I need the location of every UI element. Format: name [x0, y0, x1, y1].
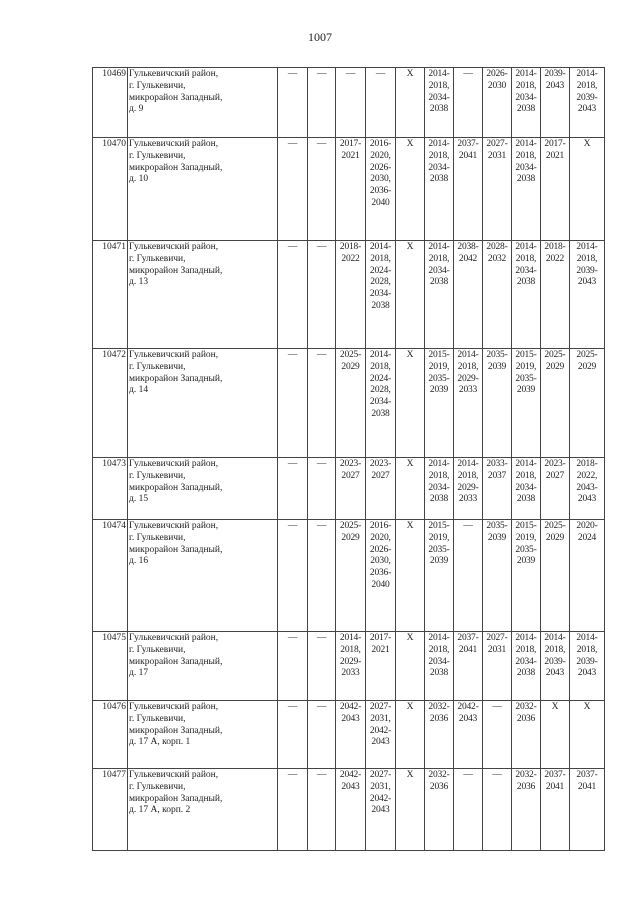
period-cell: 2025- 2029: [541, 349, 570, 458]
period-cell: —: [454, 68, 483, 138]
period-cell: X: [396, 458, 425, 520]
period-cell: —: [308, 769, 336, 851]
period-cell: X: [570, 138, 605, 241]
period-cell: 2032- 2036: [512, 701, 541, 769]
period-cell: 2014- 2018, 2024- 2028, 2034- 2038: [366, 241, 396, 349]
address-cell: Гулькевичский район, г. Гулькевичи, микрорайон Западный, д. 13: [128, 241, 278, 349]
period-cell: 2014- 2018, 2034- 2038: [512, 138, 541, 241]
period-cell: —: [308, 701, 336, 769]
period-cell: —: [278, 769, 308, 851]
period-cell: 2042- 2043: [336, 701, 366, 769]
period-cell: X: [396, 241, 425, 349]
period-cell: X: [396, 520, 425, 632]
period-cell: —: [278, 349, 308, 458]
period-cell: 2025- 2029: [336, 520, 366, 632]
period-cell: 2035- 2039: [483, 520, 512, 632]
record-id: 10475: [93, 632, 128, 701]
period-cell: 2042- 2043: [336, 769, 366, 851]
table-row: [93, 68, 605, 138]
table-row: [93, 138, 605, 241]
address-cell: Гулькевичский район, г. Гулькевичи, микрорайон Западный, д. 17: [128, 632, 278, 701]
address-cell: Гулькевичский район, г. Гулькевичи, микрорайон Западный, д. 9: [128, 68, 278, 138]
period-cell: 2020- 2024: [570, 520, 605, 632]
period-cell: 2014- 2018, 2034- 2038: [425, 458, 454, 520]
period-cell: X: [396, 68, 425, 138]
period-cell: 2014- 2018, 2034- 2038: [425, 632, 454, 701]
period-cell: —: [278, 241, 308, 349]
period-cell: —: [308, 632, 336, 701]
address-cell: Гулькевичский район, г. Гулькевичи, микрорайон Западный, д. 10: [128, 138, 278, 241]
period-cell: 2039- 2043: [541, 68, 570, 138]
period-cell: —: [454, 520, 483, 632]
period-cell: —: [454, 769, 483, 851]
record-id: 10471: [93, 241, 128, 349]
period-cell: 2032- 2036: [512, 769, 541, 851]
period-cell: 2035- 2039: [483, 349, 512, 458]
period-cell: 2017- 2021: [336, 138, 366, 241]
period-cell: —: [366, 68, 396, 138]
period-cell: 2038- 2042: [454, 241, 483, 349]
period-cell: 2014- 2018, 2039- 2043: [570, 241, 605, 349]
table-row: [93, 769, 605, 851]
table-row: [93, 458, 605, 520]
period-cell: 2037- 2041: [570, 769, 605, 851]
address-cell: Гулькевичский район, г. Гулькевичи, микрорайон Западный, д. 17 А, корп. 2: [128, 769, 278, 851]
period-cell: —: [336, 68, 366, 138]
period-cell: 2016- 2020, 2026- 2030, 2036- 2040: [366, 520, 396, 632]
period-cell: 2026- 2030: [483, 68, 512, 138]
period-cell: 2015- 2019, 2035- 2039: [512, 349, 541, 458]
address-cell: Гулькевичский район, г. Гулькевичи, микрорайон Западный, д. 17 А, корп. 1: [128, 701, 278, 769]
address-cell: Гулькевичский район, г. Гулькевичи, микрорайон Западный, д. 15: [128, 458, 278, 520]
period-cell: —: [308, 138, 336, 241]
period-cell: —: [308, 241, 336, 349]
period-cell: 2027- 2031: [483, 632, 512, 701]
table-row: [93, 349, 605, 458]
period-cell: 2014- 2018, 2034- 2038: [425, 241, 454, 349]
period-cell: 2018- 2022: [541, 241, 570, 349]
period-cell: 2028- 2032: [483, 241, 512, 349]
period-cell: 2016- 2020, 2026- 2030, 2036- 2040: [366, 138, 396, 241]
period-cell: 2027- 2031, 2042- 2043: [366, 701, 396, 769]
record-id: 10472: [93, 349, 128, 458]
period-cell: —: [278, 138, 308, 241]
period-cell: 2037- 2041: [454, 138, 483, 241]
period-cell: 2042- 2043: [454, 701, 483, 769]
period-cell: 2032- 2036: [425, 769, 454, 851]
period-cell: —: [278, 68, 308, 138]
period-cell: 2032- 2036: [425, 701, 454, 769]
period-cell: 2014- 2018, 2034- 2038: [512, 458, 541, 520]
period-cell: X: [541, 701, 570, 769]
period-cell: 2027- 2031: [483, 138, 512, 241]
period-cell: 2014- 2018, 2029- 2033: [454, 458, 483, 520]
period-cell: —: [483, 769, 512, 851]
period-cell: —: [308, 458, 336, 520]
period-cell: 2018- 2022, 2043- 2043: [570, 458, 605, 520]
period-cell: X: [396, 632, 425, 701]
period-cell: 2023- 2027: [541, 458, 570, 520]
period-cell: —: [278, 632, 308, 701]
period-cell: —: [308, 349, 336, 458]
period-cell: 2027- 2031, 2042- 2043: [366, 769, 396, 851]
period-cell: 2014- 2018, 2039- 2043: [541, 632, 570, 701]
period-cell: —: [308, 520, 336, 632]
period-cell: 2023- 2027: [336, 458, 366, 520]
period-cell: 2015- 2019, 2035- 2039: [425, 520, 454, 632]
period-cell: X: [396, 769, 425, 851]
period-cell: —: [308, 68, 336, 138]
period-cell: X: [570, 701, 605, 769]
period-cell: X: [396, 349, 425, 458]
period-cell: 2014- 2018, 2039- 2043: [570, 68, 605, 138]
period-cell: 2025- 2029: [336, 349, 366, 458]
record-id: 10470: [93, 138, 128, 241]
period-cell: 2033- 2037: [483, 458, 512, 520]
record-id: 10473: [93, 458, 128, 520]
table-body: [93, 68, 605, 851]
period-cell: 2025- 2029: [541, 520, 570, 632]
record-id: 10469: [93, 68, 128, 138]
period-cell: 2018- 2022: [336, 241, 366, 349]
period-cell: 2014- 2018, 2024- 2028, 2034- 2038: [366, 349, 396, 458]
period-cell: 2014- 2018, 2029- 2033: [454, 349, 483, 458]
period-cell: 2017- 2021: [541, 138, 570, 241]
table-row: [93, 632, 605, 701]
table-row: [93, 701, 605, 769]
period-cell: 2037- 2041: [454, 632, 483, 701]
period-cell: 2015- 2019, 2035- 2039: [425, 349, 454, 458]
period-cell: X: [396, 701, 425, 769]
period-cell: 2023- 2027: [366, 458, 396, 520]
record-id: 10477: [93, 769, 128, 851]
page-number: 1007: [308, 30, 332, 44]
period-cell: X: [396, 138, 425, 241]
table-row: [93, 520, 605, 632]
period-cell: —: [483, 701, 512, 769]
period-cell: 2014- 2018, 2034- 2038: [512, 68, 541, 138]
period-cell: 2015- 2019, 2035- 2039: [512, 520, 541, 632]
period-cell: 2017- 2021: [366, 632, 396, 701]
address-cell: Гулькевичский район, г. Гулькевичи, микрорайон Западный, д. 16: [128, 520, 278, 632]
period-cell: 2014- 2018, 2034- 2038: [425, 68, 454, 138]
period-cell: —: [278, 520, 308, 632]
period-cell: 2014- 2018, 2039- 2043: [570, 632, 605, 701]
record-id: 10476: [93, 701, 128, 769]
period-cell: 2014- 2018, 2034- 2038: [512, 241, 541, 349]
period-cell: —: [278, 701, 308, 769]
table-row: [93, 241, 605, 349]
period-cell: 2025- 2029: [570, 349, 605, 458]
schedule-table: [92, 67, 605, 851]
period-cell: —: [278, 458, 308, 520]
period-cell: 2014- 2018, 2029- 2033: [336, 632, 366, 701]
period-cell: 2014- 2018, 2034- 2038: [512, 632, 541, 701]
address-cell: Гулькевичский район, г. Гулькевичи, микрорайон Западный, д. 14: [128, 349, 278, 458]
record-id: 10474: [93, 520, 128, 632]
period-cell: 2037- 2041: [541, 769, 570, 851]
period-cell: 2014- 2018, 2034- 2038: [425, 138, 454, 241]
